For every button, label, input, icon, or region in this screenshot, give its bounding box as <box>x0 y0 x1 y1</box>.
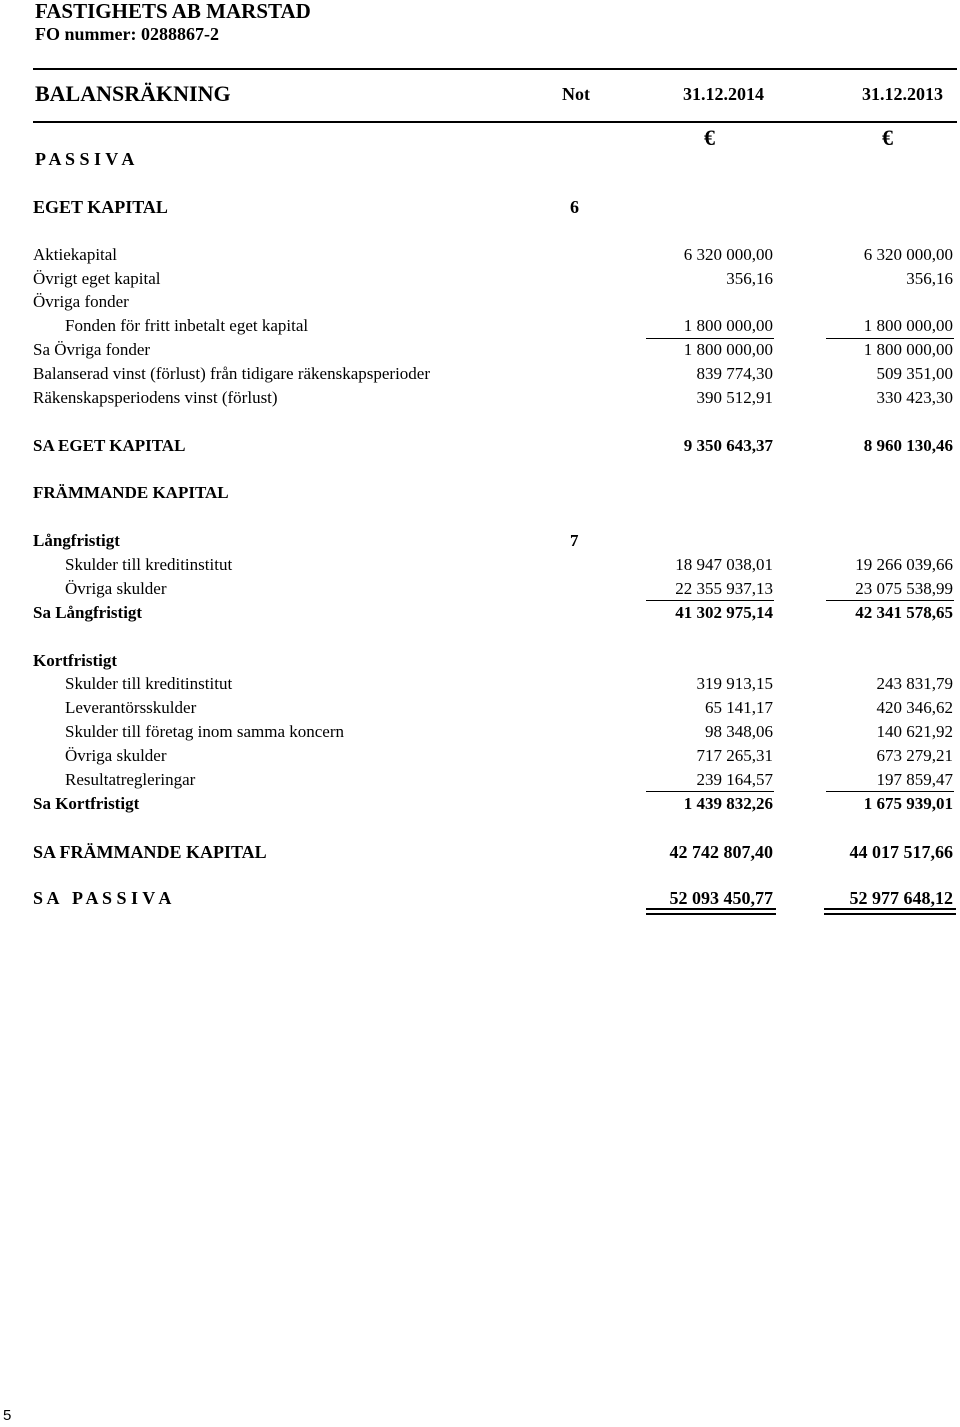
row-label: Aktiekapital <box>33 245 118 264</box>
row-label: Långfristigt <box>33 531 120 550</box>
table-row <box>0 577 960 601</box>
row-label: Skulder till företag inom samma koncern <box>65 722 345 741</box>
value-2013: 1 675 939,01 <box>863 794 953 813</box>
value-2014: 839 774,30 <box>696 364 773 383</box>
value-2014: 42 742 807,40 <box>669 842 773 862</box>
table-row <box>0 290 960 314</box>
table-row <box>0 243 960 267</box>
column-header-2014: 31.12.2014 <box>683 84 764 104</box>
row-label: Sa Övriga fonder <box>33 340 151 359</box>
value-2014: 1 800 000,00 <box>683 316 773 335</box>
table-row-grand-total <box>0 886 960 910</box>
row-label: Balanserad vinst (förlust) från tidigare räkenskapsperioder <box>33 364 430 383</box>
grand-total-rule-2014-second <box>646 913 776 915</box>
column-header-2013: 31.12.2013 <box>862 84 943 104</box>
value-2013: 23 075 538,99 <box>855 579 953 598</box>
value-2014: 1 800 000,00 <box>683 340 773 359</box>
value-2013: 356,16 <box>906 269 953 288</box>
row-label: Sa Långfristigt <box>33 603 143 622</box>
value-2014: 41 302 975,14 <box>675 603 773 622</box>
table-row-total <box>0 434 960 458</box>
top-rule <box>33 68 957 70</box>
value-2014: 6 320 000,00 <box>683 245 773 264</box>
value-2014: 390 512,91 <box>696 388 773 407</box>
table-row <box>0 649 960 673</box>
table-row <box>0 768 960 792</box>
row-label: Skulder till kreditinstitut <box>65 674 233 693</box>
value-2014: 9 350 643,37 <box>683 436 773 455</box>
row-label: Övriga fonder <box>33 292 129 311</box>
row-label: SA FRÄMMANDE KAPITAL <box>33 842 267 862</box>
page-number: 5 <box>3 1407 12 1424</box>
value-2013: 8 960 130,46 <box>863 436 953 455</box>
row-label: Övriga skulder <box>65 746 167 765</box>
section-title: P A S S I V A <box>35 149 135 169</box>
value-2013: 673 279,21 <box>876 746 953 765</box>
row-label: EGET KAPITAL <box>33 197 168 217</box>
table-row <box>0 481 960 505</box>
row-label: Fonden för fritt inbetalt eget kapital <box>65 316 309 335</box>
currency-label-2013: € <box>882 125 893 150</box>
value-2013: 6 320 000,00 <box>863 245 953 264</box>
table-row <box>0 696 960 720</box>
value-2013: 1 800 000,00 <box>863 340 953 359</box>
value-2014: 319 913,15 <box>696 674 773 693</box>
row-label: Leverantörsskulder <box>65 698 197 717</box>
table-row <box>0 362 960 386</box>
row-label: Kortfristigt <box>33 651 118 670</box>
org-number: FO nummer: 0288867-2 <box>35 24 219 44</box>
note-ref: 7 <box>570 531 579 550</box>
page-title: BALANSRÄKNING <box>35 81 231 106</box>
row-label: Övriga skulder <box>65 579 167 598</box>
value-2013: 44 017 517,66 <box>849 842 953 862</box>
table-row <box>0 386 960 410</box>
value-2013: 1 800 000,00 <box>863 316 953 335</box>
table-row <box>0 720 960 744</box>
grand-total-rule-2013 <box>824 908 956 910</box>
row-label: Sa Kortfristigt <box>33 794 140 813</box>
value-2013: 197 859,47 <box>876 770 953 789</box>
value-2014: 239 164,57 <box>696 770 773 789</box>
table-row <box>0 267 960 291</box>
value-2014: 1 439 832,26 <box>683 794 773 813</box>
value-2013: 140 621,92 <box>876 722 953 741</box>
table-row <box>0 529 960 553</box>
table-row <box>0 553 960 577</box>
table-row <box>0 314 960 338</box>
value-2013: 52 977 648,12 <box>849 888 953 908</box>
table-row-subtotal <box>0 601 960 625</box>
value-2013: 509 351,00 <box>876 364 953 383</box>
currency-label-2014: € <box>704 125 715 150</box>
grand-total-rule-2013-second <box>824 913 956 915</box>
table-row <box>0 672 960 696</box>
value-2013: 243 831,79 <box>876 674 953 693</box>
row-label: Övrigt eget kapital <box>33 269 161 288</box>
table-row-total <box>0 840 960 864</box>
table-row <box>0 195 960 219</box>
company-name: FASTIGHETS AB MARSTAD <box>35 0 311 23</box>
header-rule <box>33 121 957 123</box>
row-label: FRÄMMANDE KAPITAL <box>33 483 229 502</box>
value-2014: 717 265,31 <box>696 746 773 765</box>
row-label: Skulder till kreditinstitut <box>65 555 233 574</box>
value-2014: 356,16 <box>726 269 773 288</box>
table-row <box>0 744 960 768</box>
row-label: Resultatregleringar <box>65 770 196 789</box>
row-label: Räkenskapsperiodens vinst (förlust) <box>33 388 278 407</box>
grand-total-rule-2014 <box>646 908 776 910</box>
value-2013: 42 341 578,65 <box>855 603 953 622</box>
row-label: SA EGET KAPITAL <box>33 436 186 455</box>
table-row-subtotal <box>0 792 960 816</box>
value-2014: 65 141,17 <box>705 698 773 717</box>
value-2014: 18 947 038,01 <box>675 555 773 574</box>
value-2014: 22 355 937,13 <box>675 579 773 598</box>
value-2014: 52 093 450,77 <box>669 888 773 908</box>
value-2013: 420 346,62 <box>876 698 953 717</box>
row-label: S A P A S S I V A <box>33 888 172 908</box>
note-column-header: Not <box>562 84 590 104</box>
table-row <box>0 338 960 362</box>
value-2013: 330 423,30 <box>876 388 953 407</box>
value-2014: 98 348,06 <box>705 722 773 741</box>
note-ref: 6 <box>570 197 579 217</box>
value-2013: 19 266 039,66 <box>855 555 953 574</box>
